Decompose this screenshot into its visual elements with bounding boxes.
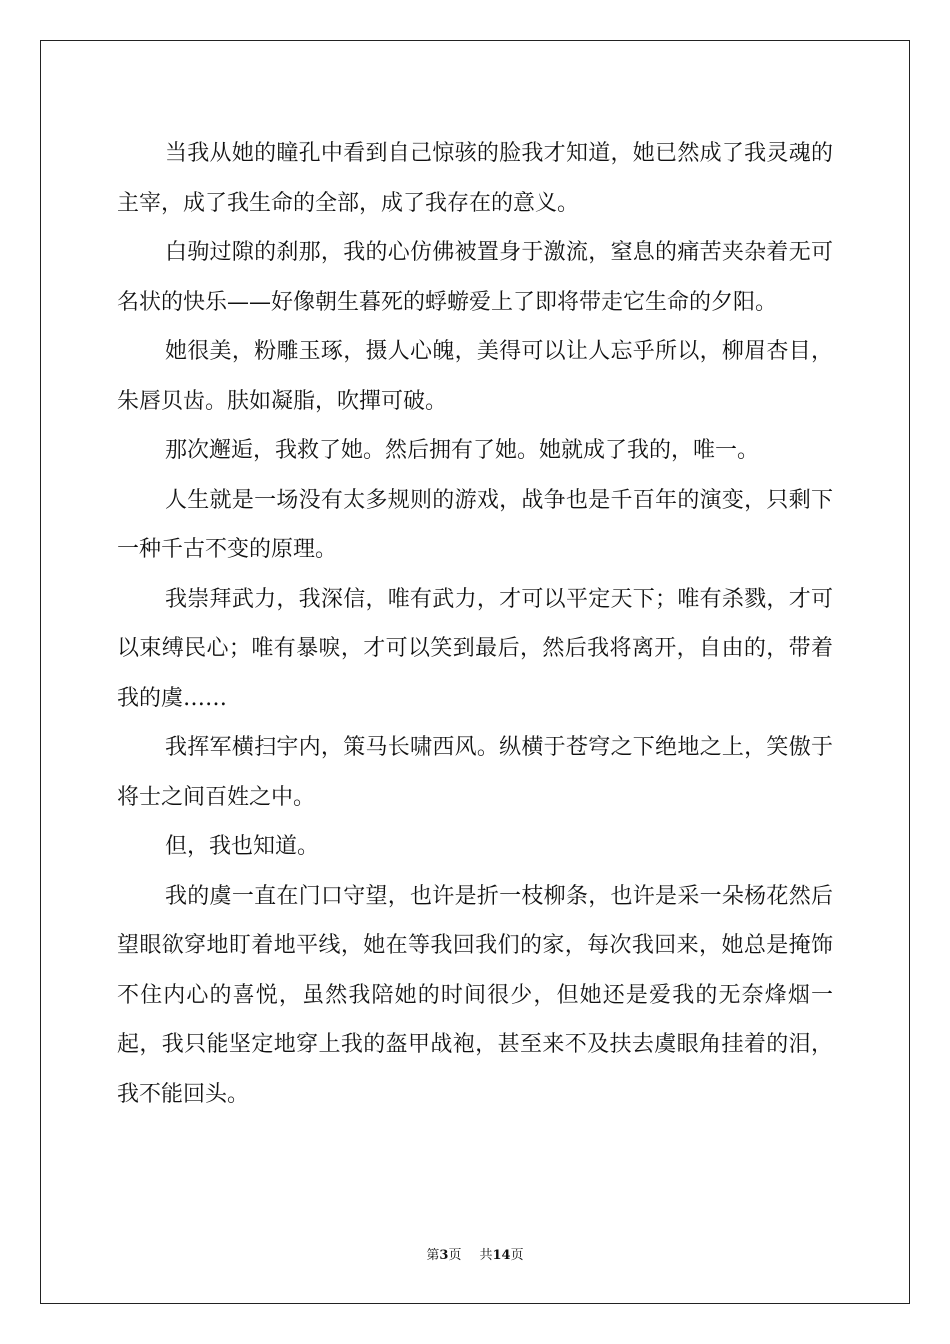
page-number: 3	[439, 1248, 449, 1263]
paragraph: 白驹过隙的刹那，我的心仿佛被置身于激流，窒息的痛苦夹杂着无可名状的快乐——好像朝生暮死的蜉蝣爱上了即将带走它生命的夕阳。	[117, 240, 833, 315]
document-body	[117, 129, 833, 1119]
paragraph: 当我从她的瞳孔中看到自己惊骇的脸我才知道，她已然成了我灵魂的主宰，成了我生命的全部，成了我存在的意义。	[117, 141, 833, 216]
paragraph: 那次邂逅，我救了她。然后拥有了她。她就成了我的，唯一。	[165, 438, 760, 463]
paragraph: 人生就是一场没有太多规则的游戏，战争也是千百年的演变，只剩下一种千古不变的原理。	[117, 487, 833, 562]
paragraph: 但，我也知道。	[165, 834, 320, 859]
total-prefix: 共	[479, 1248, 493, 1263]
paragraph: 我挥军横扫宇内，策马长啸西风。纵横于苍穹之下绝地之上，笑傲于将士之间百姓之中。	[117, 735, 833, 810]
paragraph: 我的虞一直在门口守望，也许是折一枝柳条，也许是采一朵杨花然后望眼欲穿地盯着地平线，她在等我回我们的家，每次我回来，她总是掩饰不住内心的喜悦，虽然我陪她的时间很少，但她还是爱我的无奈烽烟一起，我只能坚定地穿上我的盔甲战袍，甚至来不及扶去虞眼角挂着的泪，我不能回头。	[117, 883, 833, 1107]
page-suffix: 页	[448, 1248, 462, 1263]
paragraph: 我崇拜武力，我深信，唯有武力，才可以平定天下；唯有杀戮，才可以束缚民心；唯有暴唳，才可以笑到最后，然后我将离开，自由的，带着我的虞……	[117, 586, 833, 711]
page-footer	[0, 1244, 950, 1263]
total-pages: 14	[492, 1248, 511, 1263]
page-prefix: 第	[426, 1248, 440, 1263]
total-suffix: 页	[510, 1248, 524, 1263]
paragraph: 她很美，粉雕玉琢，摄人心魄，美得可以让人忘乎所以，柳眉杏目，朱唇贝齿。肤如凝脂，吹撣可破。	[117, 339, 833, 414]
